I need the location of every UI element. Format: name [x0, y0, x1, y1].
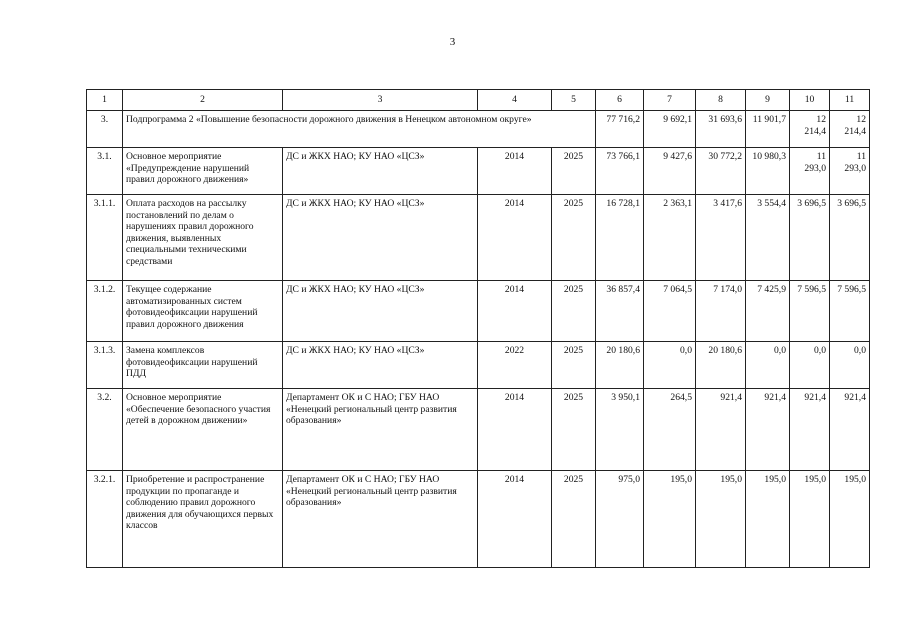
value-cell: 3 696,5	[830, 195, 870, 281]
value-cell: 7 425,9	[746, 281, 790, 342]
table-row	[87, 195, 870, 281]
header-cell: 8	[696, 90, 746, 111]
value-cell: 975,0	[596, 471, 644, 568]
value-cell: 30 772,2	[696, 148, 746, 195]
value-cell: 16 728,1	[596, 195, 644, 281]
table-row	[87, 471, 870, 568]
header-cell: 1	[87, 90, 123, 111]
start-year: 2022	[478, 342, 552, 389]
row-number: 3.2.	[87, 389, 123, 471]
end-year: 2025	[552, 389, 596, 471]
table-row	[87, 148, 870, 195]
value-cell: 12 214,4	[790, 111, 830, 148]
program-table	[86, 89, 870, 568]
value-cell: 10 980,3	[746, 148, 790, 195]
executor: Департамент ОК и С НАО; ГБУ НАО «Ненецкий региональный центр развития образования»	[283, 471, 478, 568]
executor: ДС и ЖКХ НАО; КУ НАО «ЦСЗ»	[283, 281, 478, 342]
value-cell: 0,0	[830, 342, 870, 389]
value-cell: 0,0	[790, 342, 830, 389]
value-cell: 20 180,6	[696, 342, 746, 389]
header-cell: 6	[596, 90, 644, 111]
start-year: 2014	[478, 195, 552, 281]
row-number: 3.1.2.	[87, 281, 123, 342]
value-cell: 0,0	[644, 342, 696, 389]
header-cell: 3	[283, 90, 478, 111]
start-year: 2014	[478, 389, 552, 471]
value-cell: 195,0	[644, 471, 696, 568]
value-cell: 921,4	[746, 389, 790, 471]
row-number: 3.1.3.	[87, 342, 123, 389]
value-cell: 264,5	[644, 389, 696, 471]
value-cell: 195,0	[746, 471, 790, 568]
value-cell: 36 857,4	[596, 281, 644, 342]
value-cell: 2 363,1	[644, 195, 696, 281]
start-year: 2014	[478, 471, 552, 568]
value-cell: 77 716,2	[596, 111, 644, 148]
end-year: 2025	[552, 195, 596, 281]
value-cell: 921,4	[790, 389, 830, 471]
executor: Департамент ОК и С НАО; ГБУ НАО «Ненецкий региональный центр развития образования»	[283, 389, 478, 471]
value-cell: 7 596,5	[830, 281, 870, 342]
header-cell: 11	[830, 90, 870, 111]
row-number: 3.2.1.	[87, 471, 123, 568]
measure-name: Основное мероприятие «Предупреждение нарушений правил дорожного движения»	[123, 148, 283, 195]
value-cell: 3 417,6	[696, 195, 746, 281]
value-cell: 73 766,1	[596, 148, 644, 195]
measure-name: Основное мероприятие «Обеспечение безопасного участия детей в дорожном движении»	[123, 389, 283, 471]
value-cell: 3 696,5	[790, 195, 830, 281]
value-cell: 9 692,1	[644, 111, 696, 148]
header-cell: 9	[746, 90, 790, 111]
value-cell: 11 293,0	[790, 148, 830, 195]
table-row	[87, 111, 870, 148]
value-cell: 195,0	[696, 471, 746, 568]
value-cell: 7 596,5	[790, 281, 830, 342]
value-cell: 20 180,6	[596, 342, 644, 389]
table-row	[87, 281, 870, 342]
value-cell: 7 064,5	[644, 281, 696, 342]
value-cell: 3 950,1	[596, 389, 644, 471]
header-cell: 4	[478, 90, 552, 111]
value-cell: 9 427,6	[644, 148, 696, 195]
page-number: 3	[449, 36, 456, 48]
row-number: 3.	[87, 111, 123, 148]
value-cell: 12 214,4	[830, 111, 870, 148]
end-year: 2025	[552, 281, 596, 342]
header-cell: 7	[644, 90, 696, 111]
measure-name: Приобретение и распространение продукции по пропаганде и соблюдению правил дорожного движения для обучающихся первых классов	[123, 471, 283, 568]
value-cell: 31 693,6	[696, 111, 746, 148]
header-cell: 10	[790, 90, 830, 111]
header-row	[87, 90, 870, 111]
value-cell: 11 901,7	[746, 111, 790, 148]
row-number: 3.1.	[87, 148, 123, 195]
measure-name: Текущее содержание автоматизированных систем фотовидеофиксации нарушений правил дорожного движения	[123, 281, 283, 342]
executor: ДС и ЖКХ НАО; КУ НАО «ЦСЗ»	[283, 342, 478, 389]
header-cell: 2	[123, 90, 283, 111]
end-year: 2025	[552, 471, 596, 568]
end-year: 2025	[552, 342, 596, 389]
measure-name: Замена комплексов фотовидеофиксации нарушений ПДД	[123, 342, 283, 389]
table-row	[87, 342, 870, 389]
value-cell: 921,4	[830, 389, 870, 471]
value-cell: 7 174,0	[696, 281, 746, 342]
value-cell: 195,0	[790, 471, 830, 568]
start-year: 2014	[478, 281, 552, 342]
value-cell: 921,4	[696, 389, 746, 471]
value-cell: 11 293,0	[830, 148, 870, 195]
start-year: 2014	[478, 148, 552, 195]
executor: ДС и ЖКХ НАО; КУ НАО «ЦСЗ»	[283, 148, 478, 195]
end-year: 2025	[552, 148, 596, 195]
subprogram-name: Подпрограмма 2 «Повышение безопасности дорожного движения в Ненецком автономном округе»	[123, 111, 596, 148]
value-cell: 3 554,4	[746, 195, 790, 281]
header-cell: 5	[552, 90, 596, 111]
executor: ДС и ЖКХ НАО; КУ НАО «ЦСЗ»	[283, 195, 478, 281]
row-number: 3.1.1.	[87, 195, 123, 281]
table-row	[87, 389, 870, 471]
value-cell: 0,0	[746, 342, 790, 389]
measure-name: Оплата расходов на рассылку постановлений по делам о нарушениях правил дорожного движения, выявленных специальными техническими средствами	[123, 195, 283, 281]
value-cell: 195,0	[830, 471, 870, 568]
